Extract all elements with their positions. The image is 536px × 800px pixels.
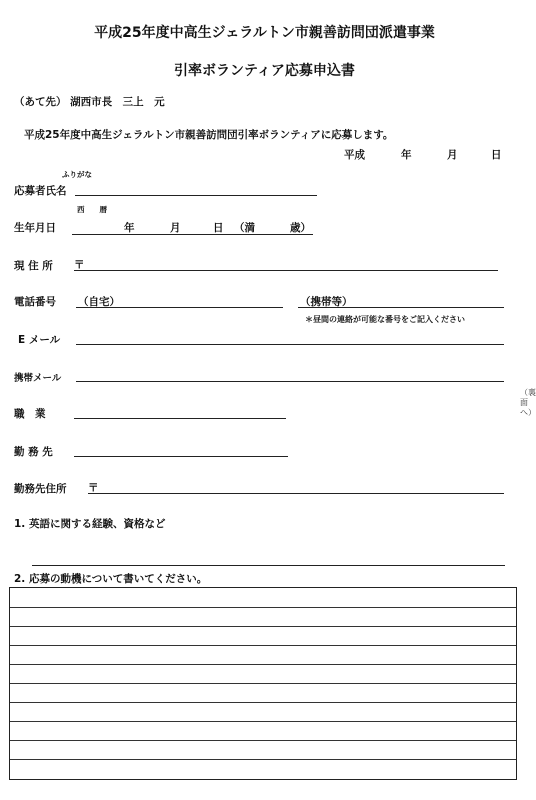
form-title: 平成25年度中高生ジェラルトン市親善訪問団派遣事業	[94, 25, 435, 41]
address-field[interactable]	[74, 270, 498, 271]
ruled-line	[10, 683, 516, 684]
date-era: 平成	[344, 149, 365, 161]
work-address-label: 勤務先住所	[14, 483, 67, 495]
email-field[interactable]	[76, 344, 504, 345]
application-statement: 平成25年度中高生ジェラルトン市親善訪問団引率ボランティアに応募します。	[24, 129, 394, 141]
ruled-line	[10, 721, 516, 722]
ruled-line	[10, 702, 516, 703]
ruled-line	[10, 664, 516, 665]
ruled-line	[10, 759, 516, 760]
birth-age-close: 歳）	[290, 222, 311, 234]
job-label: 職 業	[14, 408, 46, 420]
phone-label: 電話番号	[14, 296, 56, 308]
address-label: 現 住 所	[14, 260, 53, 272]
name-field[interactable]	[75, 195, 317, 196]
birth-age-open: （満	[234, 222, 255, 234]
form-subtitle: 引率ボランティア応募申込書	[174, 63, 355, 79]
birth-day-unit: 日	[213, 222, 224, 234]
work-postal-mark: 〒	[88, 482, 99, 494]
section1-field[interactable]	[32, 565, 505, 566]
phone-mobile-label: （携帯等）	[300, 296, 353, 308]
work-address-field[interactable]	[88, 493, 504, 494]
ruled-line	[10, 607, 516, 608]
mobile-mail-field[interactable]	[76, 381, 504, 382]
date-year: 年	[401, 149, 412, 161]
section1-title: 1. 英語に関する経験、資格など	[14, 518, 166, 530]
ruled-line	[10, 645, 516, 646]
postal-mark: 〒	[74, 259, 85, 271]
workplace-label: 勤 務 先	[14, 446, 53, 458]
seireki-label: 西 暦	[77, 205, 107, 214]
addressee: （あて先） 湖西市長 三上 元	[14, 96, 165, 108]
email-label: E メール	[18, 334, 61, 346]
ruled-line	[10, 626, 516, 627]
workplace-field[interactable]	[74, 456, 288, 457]
margin-note: （裏面へ）	[520, 388, 536, 417]
birth-year-unit: 年	[124, 222, 135, 234]
job-field[interactable]	[74, 418, 286, 419]
name-label: 応募者氏名	[14, 185, 67, 197]
birth-month-unit: 月	[170, 222, 181, 234]
phone-home-label: （自宅）	[78, 296, 120, 308]
phone-note: ＊昼間の連絡が可能な番号をご記入ください	[305, 315, 465, 324]
date-month: 月	[447, 149, 458, 161]
phone-home-field[interactable]	[76, 307, 283, 308]
birth-field[interactable]	[72, 234, 313, 235]
phone-mobile-field[interactable]	[298, 307, 504, 308]
ruled-line	[10, 740, 516, 741]
date-day: 日	[491, 149, 502, 161]
furigana-label: ふりがな	[62, 170, 92, 179]
motive-text-area[interactable]	[9, 587, 517, 780]
mobile-mail-label: 携帯メール	[14, 373, 62, 384]
section2-title: 2. 応募の動機について書いてください。	[14, 573, 208, 585]
birth-label: 生年月日	[14, 222, 56, 234]
